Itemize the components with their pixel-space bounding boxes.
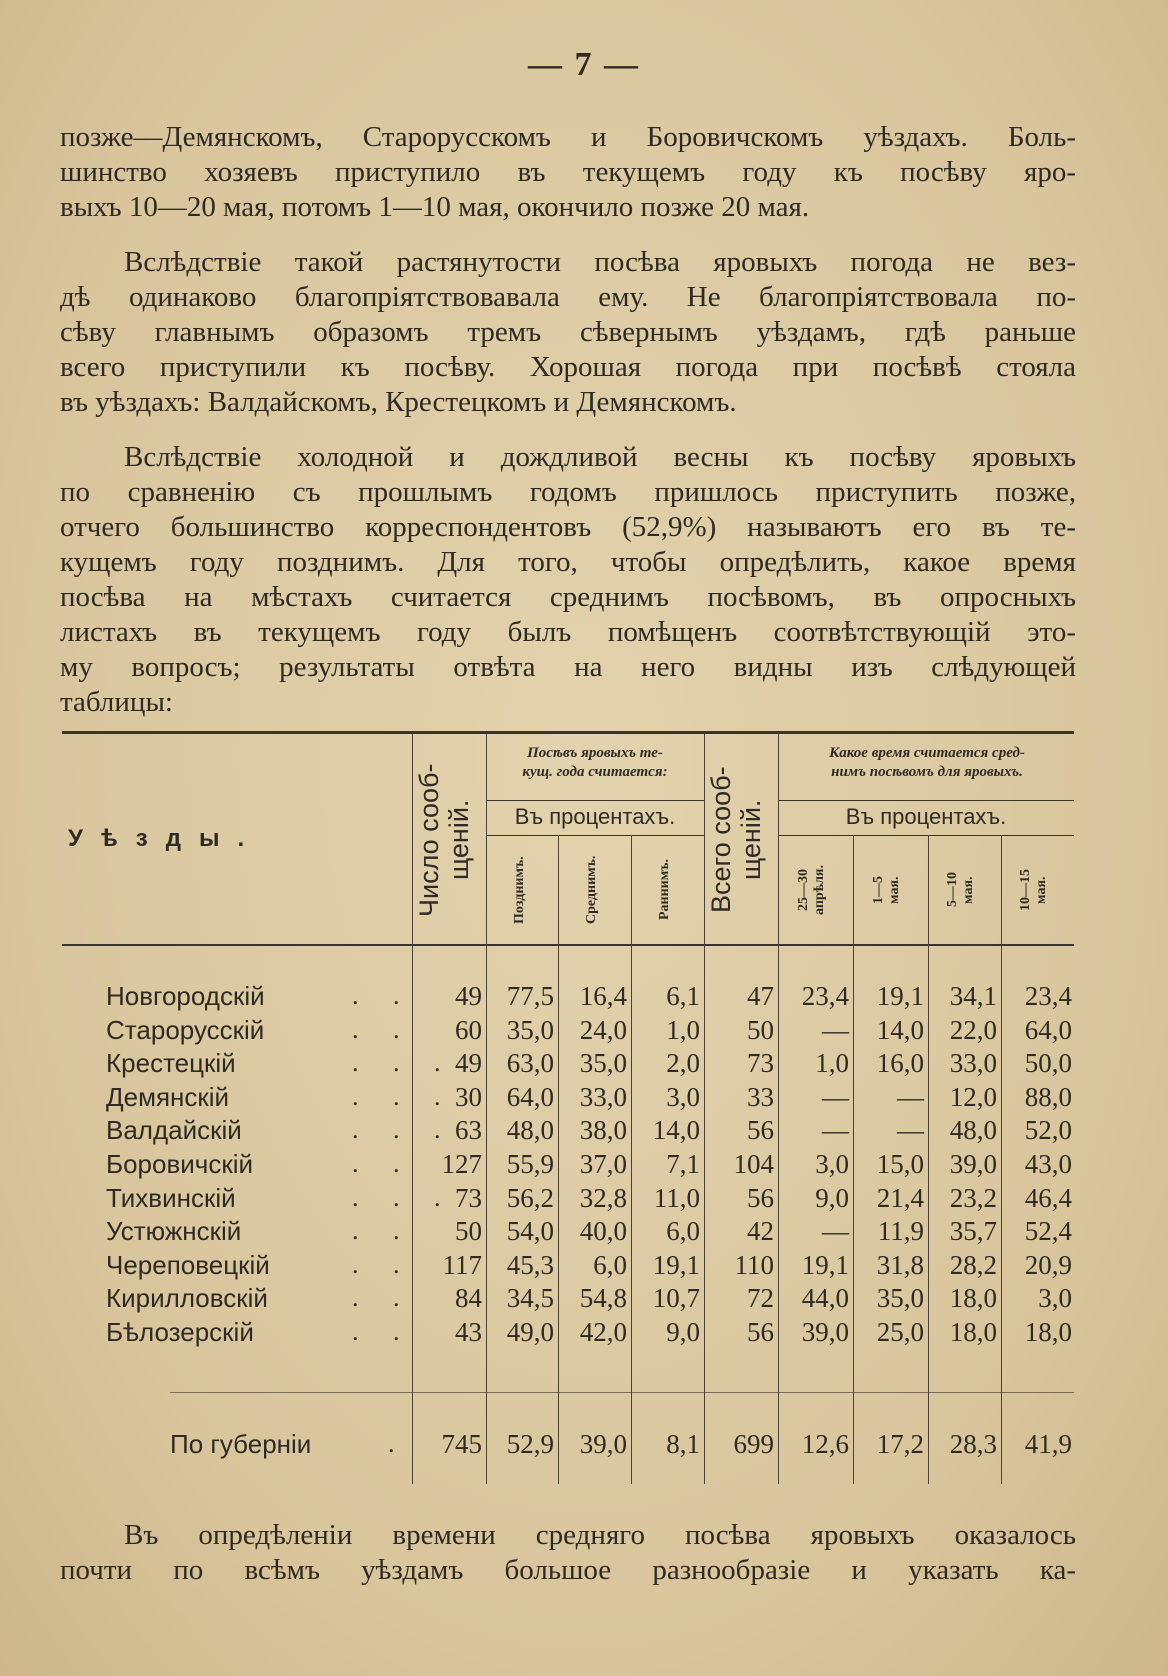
text-line: Вслѣдствіе холодной и дождливой весны къ посѣву яровыхъ [124, 441, 1076, 473]
table-cell: 54,0 [506, 1216, 554, 1246]
table-cell: 50 [455, 1216, 482, 1246]
leader-dots: . . [352, 1317, 414, 1346]
table-cell: — [822, 1115, 849, 1145]
col-late: Позднимъ. [512, 856, 527, 924]
table-cell: 55,9 [506, 1149, 554, 1179]
table-cell: 9,0 [815, 1183, 849, 1213]
table-cell: 7,1 [666, 1149, 700, 1179]
table-cell: 18,0 [949, 1317, 997, 1347]
leader-dots: . . [352, 981, 414, 1010]
text-line: листахъ въ текущемъ году былъ помѣщенъ соотвѣтствующій это- [60, 616, 1076, 648]
table-cell: 25,0 [876, 1317, 924, 1347]
text-line: по сравненію съ прошлымъ годомъ пришлось приступить позже, [60, 476, 1076, 508]
district-name: Крестецкій [106, 1048, 236, 1078]
table-cell: 84 [455, 1283, 482, 1313]
table-row [0, 1281, 1168, 1315]
group2-rule [778, 800, 1074, 801]
table-cell: 16,0 [876, 1048, 924, 1078]
col-apr-25-30 [796, 842, 836, 938]
table-cell: 3,0 [815, 1149, 849, 1179]
table-cell: 110 [734, 1250, 774, 1280]
col-may-1-5 [871, 842, 911, 938]
table-cell: 18,0 [1024, 1317, 1072, 1347]
table-cell: 16,4 [579, 981, 627, 1011]
table-cell: 10,7 [652, 1283, 700, 1313]
table-cell: 63,0 [506, 1048, 554, 1078]
table-cell: 23,4 [1024, 981, 1072, 1011]
district-name: Устюжнскій [106, 1216, 242, 1246]
table-row [0, 1113, 1168, 1147]
table-row [0, 1013, 1168, 1047]
table-cell: 64,0 [1024, 1015, 1072, 1045]
header-line: апрѣля. [812, 865, 827, 915]
table-cell: 35,0 [579, 1048, 627, 1078]
table-cell: 56 [747, 1317, 774, 1347]
table-cell: 127 [441, 1149, 482, 1179]
district-name: Череповецкій [106, 1250, 270, 1280]
table-cell: 699 [733, 1429, 774, 1459]
table-row [0, 1248, 1168, 1282]
table-cell: 41,9 [1024, 1429, 1072, 1459]
table-cell: 22,0 [949, 1015, 997, 1045]
table-cell: 45,3 [506, 1250, 554, 1280]
table-cell: 34,5 [506, 1283, 554, 1313]
group2-title [780, 744, 1074, 782]
text-line: дѣ одинаково благопріятствовавала ему. Не благопріятствовала по- [60, 281, 1076, 313]
group2-subrule [778, 835, 1074, 836]
table-cell: 37,0 [579, 1149, 627, 1179]
leader-dots: . . [352, 1015, 414, 1044]
table-cell: 2,0 [666, 1048, 700, 1078]
district-name: Боровичскій [106, 1149, 253, 1179]
text-line: сѣву главнымъ образомъ тремъ сѣвернымъ уѣздамъ, гдѣ раньше [60, 316, 1076, 348]
district-name: Тихвинскій [106, 1183, 236, 1213]
table-header-rule [62, 944, 1074, 946]
table-cell: — [822, 1216, 849, 1246]
table-cell: 1,0 [666, 1015, 700, 1045]
paragraph-3 [60, 440, 1076, 720]
table-cell: 42 [747, 1216, 774, 1246]
text-line: въ уѣздахъ: Валдайскомъ, Крестецкомъ и Демянскомъ. [60, 386, 737, 418]
table-cell: 73 [455, 1183, 482, 1213]
table-cell: 745 [441, 1429, 482, 1459]
table-cell: 19,1 [876, 981, 924, 1011]
paragraph-1 [60, 120, 1076, 225]
table-row [0, 1315, 1168, 1349]
table-cell: — [822, 1082, 849, 1112]
district-name: Новгородскій [106, 981, 265, 1011]
table-cell: 15,0 [876, 1149, 924, 1179]
table-cell: 6,1 [666, 981, 700, 1011]
header-count-messages [414, 742, 484, 938]
leader-dots: . [388, 1429, 409, 1458]
group1-subrule [486, 835, 704, 836]
header-line: щеній. [736, 799, 766, 881]
table-cell: 14,0 [652, 1115, 700, 1145]
table-cell: 9,0 [666, 1317, 700, 1347]
district-name: По губерніи [170, 1429, 312, 1459]
table-cell: 31,8 [876, 1250, 924, 1280]
col-medium: Среднимъ. [584, 855, 599, 925]
header-line: мая. [887, 876, 902, 904]
table-cell: 48,0 [949, 1115, 997, 1145]
table-cell: 23,2 [949, 1183, 997, 1213]
table-cell: 43 [455, 1317, 482, 1347]
table-cell: 49,0 [506, 1317, 554, 1347]
text-line: посѣва на мѣстахъ считается среднимъ посѣвомъ, въ опросныхъ [60, 581, 1076, 613]
text-line: му вопросъ; результаты отвѣта на него видны изъ слѣдующей [60, 651, 1076, 683]
header-line: 1—5 [871, 876, 886, 904]
table-cell: 30 [455, 1082, 482, 1112]
table-cell: 56 [747, 1115, 774, 1145]
table-cell: 3,0 [1038, 1283, 1072, 1313]
table-cell: 117 [442, 1250, 482, 1280]
header-uezdy: Уѣзды. [68, 825, 263, 852]
table-cell: 60 [455, 1015, 482, 1045]
table-cell: 88,0 [1024, 1082, 1072, 1112]
table-cell: 3,0 [666, 1082, 700, 1112]
table-cell: 17,2 [876, 1429, 924, 1459]
table-cell: 28,2 [949, 1250, 997, 1280]
table-row [0, 1147, 1168, 1181]
table-cell: — [822, 1015, 849, 1045]
col-early: Раннимъ. [657, 859, 672, 921]
table-row [0, 1214, 1168, 1248]
table-cell: 33,0 [949, 1048, 997, 1078]
text-line: Вслѣдствіе такой растянутости посѣва яровыхъ погода не вез- [124, 246, 1076, 278]
table-cell: 11,9 [877, 1216, 924, 1246]
table-cell: 32,8 [579, 1183, 627, 1213]
paragraph-2 [60, 245, 1076, 420]
table-cell: 42,0 [579, 1317, 627, 1347]
group1-percent-label: Въ процентахъ. [514, 804, 676, 829]
leader-dots: . . [352, 1250, 414, 1279]
text-line: выхъ 10—20 мая, потомъ 1—10 мая, окончило позже 20 мая. [60, 191, 810, 223]
table-cell: 18,0 [949, 1283, 997, 1313]
table-cell: 19,1 [652, 1250, 700, 1280]
leader-dots: . . . [352, 1115, 455, 1144]
table-cell: 72 [747, 1283, 774, 1313]
header-line: мая. [1034, 876, 1049, 904]
text-line: Въ опредѣленіи времени средняго посѣва яровыхъ оказалось [124, 1519, 1076, 1551]
table-cell: 38,0 [579, 1115, 627, 1145]
table-cell: 12,0 [949, 1082, 997, 1112]
table-cell: 50 [747, 1015, 774, 1045]
table-cell: — [897, 1115, 924, 1145]
header-line: Посѣвъ яровыхъ те- [527, 745, 663, 761]
table-cell: 54,8 [579, 1283, 627, 1313]
page-number: — 7 — [528, 46, 640, 83]
table-cell: 24,0 [579, 1015, 627, 1045]
table-cell: 44,0 [801, 1283, 849, 1313]
table-cell: 33 [747, 1082, 774, 1112]
col-may-5-10 [945, 842, 985, 938]
table-row [0, 979, 1168, 1013]
leader-dots: . . [352, 1283, 414, 1312]
table-cell: 64,0 [506, 1082, 554, 1112]
table-cell: 49 [455, 1048, 482, 1078]
header-line: Всего сооб- [706, 766, 736, 914]
table-cell: 33,0 [579, 1082, 627, 1112]
table-row [0, 1046, 1168, 1080]
total-separator [170, 1392, 1074, 1393]
table-cell: 1,0 [815, 1048, 849, 1078]
table-cell: 63 [455, 1115, 482, 1145]
header-line: 5—10 [945, 872, 960, 908]
table-cell: 52,9 [506, 1429, 554, 1459]
text-line: шинство хозяевъ приступило въ текущемъ году къ посѣву яро- [60, 156, 1076, 188]
table-cell: 11,0 [653, 1183, 700, 1213]
table-cell: 35,7 [949, 1216, 997, 1246]
leader-dots: . . . [352, 1082, 455, 1111]
table-cell: 104 [733, 1149, 774, 1179]
leader-dots: . . . [352, 1183, 455, 1212]
table-cell: 48,0 [506, 1115, 554, 1145]
table-cell: 35,0 [876, 1283, 924, 1313]
header-line: Какое время считается сред- [829, 745, 1025, 761]
table-cell: 35,0 [506, 1015, 554, 1045]
table-cell: 52,0 [1024, 1115, 1072, 1145]
district-name: Бѣлозерскій [106, 1317, 254, 1347]
col-may-10-15 [1018, 842, 1058, 938]
table-cell: 47 [747, 981, 774, 1011]
district-name: Кирилловскій [106, 1283, 268, 1313]
district-name: Демянскій [106, 1082, 230, 1112]
table-cell: 43,0 [1024, 1149, 1072, 1179]
header-line: щеній. [444, 799, 474, 881]
header-line: Число сооб- [414, 763, 444, 917]
table-cell: 39,0 [579, 1429, 627, 1459]
table-top-rule [62, 731, 1074, 734]
table-cell: 52,4 [1024, 1216, 1072, 1246]
text-line: позже—Демянскомъ, Старорусскомъ и Боровичскомъ уѣздахъ. Боль- [60, 121, 1076, 153]
group1-title [488, 744, 702, 782]
district-name: Старорусскій [106, 1015, 265, 1045]
table-cell: 56,2 [506, 1183, 554, 1213]
leader-dots: . . [352, 1149, 414, 1178]
table-cell: 73 [747, 1048, 774, 1078]
table-total-row [0, 1427, 1168, 1461]
header-line: 25—30 [796, 869, 811, 911]
text-line: кущемъ году позднимъ. Для того, чтобы опредѣлить, какое время [60, 546, 1076, 578]
header-line: 10—15 [1018, 869, 1033, 911]
paragraph-4 [60, 1518, 1076, 1588]
table-cell: 20,9 [1024, 1250, 1072, 1280]
table-cell: 34,1 [949, 981, 997, 1011]
district-name: Валдайскій [106, 1115, 242, 1145]
table-cell: 39,0 [949, 1149, 997, 1179]
header-line: нимъ посѣвомъ для яровыхъ. [831, 764, 1023, 780]
leader-dots: . . . [352, 1048, 455, 1077]
table-row [0, 1080, 1168, 1114]
table-cell: 6,0 [593, 1250, 627, 1280]
leader-dots: . . [352, 1216, 414, 1245]
table-cell: 28,3 [949, 1429, 997, 1459]
table-cell: 49 [455, 981, 482, 1011]
table-cell: 50,0 [1024, 1048, 1072, 1078]
table-row [0, 1181, 1168, 1215]
table-cell: 21,4 [876, 1183, 924, 1213]
table-cell: — [897, 1082, 924, 1112]
table-cell: 39,0 [801, 1317, 849, 1347]
table-cell: 19,1 [801, 1250, 849, 1280]
table-cell: 46,4 [1024, 1183, 1072, 1213]
text-line: всего приступили къ посѣву. Хорошая погода при посѣвѣ стояла [60, 351, 1076, 383]
table-cell: 12,6 [801, 1429, 849, 1459]
table-cell: 23,4 [801, 981, 849, 1011]
text-line: отчего большинство корреспондентовъ (52,9%) называютъ его въ те- [60, 511, 1076, 543]
text-line: почти по всѣмъ уѣздамъ большое разнообразіе и указать ка- [60, 1554, 1076, 1586]
table-cell: 77,5 [506, 981, 554, 1011]
table-cell: 40,0 [579, 1216, 627, 1246]
table-cell: 14,0 [876, 1015, 924, 1045]
text-line: таблицы: [60, 686, 173, 718]
table-cell: 6,0 [666, 1216, 700, 1246]
group1-rule [486, 800, 704, 801]
table-cell: 8,1 [666, 1429, 700, 1459]
group2-percent-label: Въ процентахъ. [845, 804, 1007, 829]
header-total-messages [706, 742, 776, 938]
header-line: мая. [961, 876, 976, 904]
table-cell: 56 [747, 1183, 774, 1213]
header-line: кущ. года считается: [522, 764, 668, 780]
